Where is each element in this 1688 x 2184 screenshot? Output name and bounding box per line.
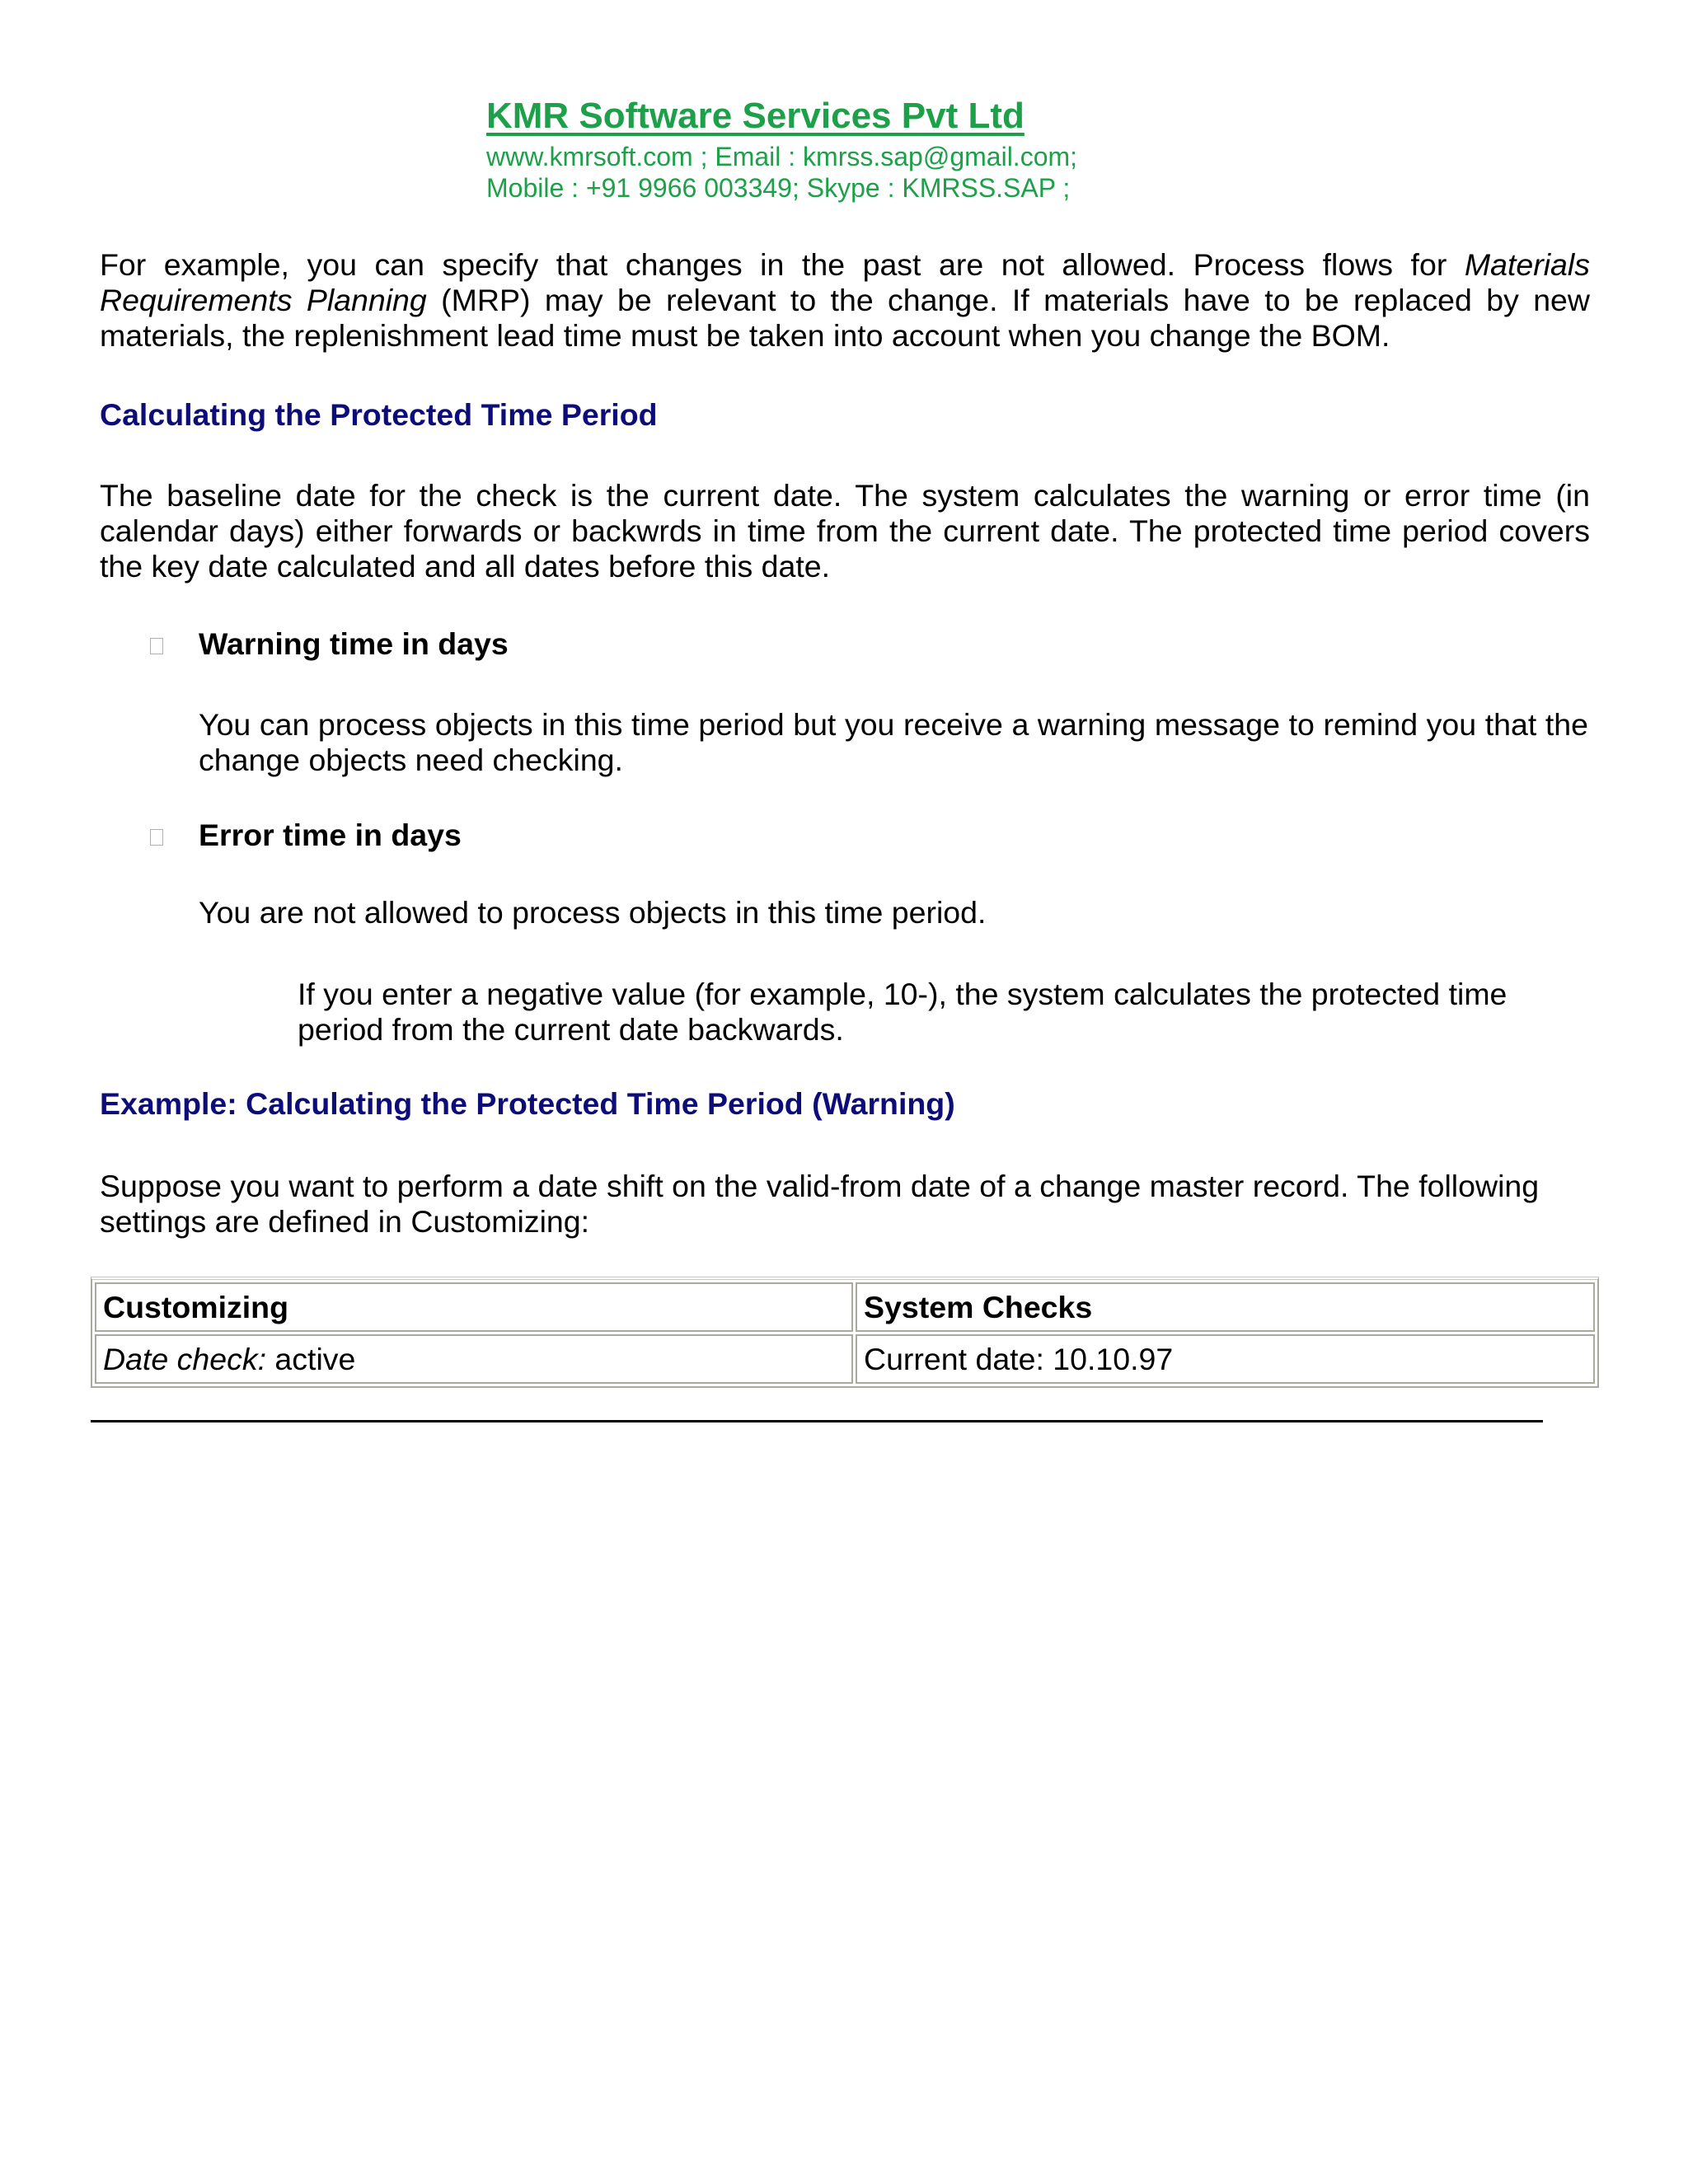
contact-line-web-email: www.kmrsoft.com ; Email : kmrss.sap@gmail.com; [486, 142, 1078, 171]
intro-italic-mrp: Materials Requirements Planning [100, 247, 1590, 317]
contact-line-phone-skype: Mobile : +91 9966 003349; Skype : KMRSS.SAP ; [486, 173, 1071, 203]
bullet-box-icon [150, 829, 163, 846]
date-check-label: Date check: [103, 1341, 267, 1376]
table-header-system-checks: System Checks [856, 1282, 1595, 1332]
table-header-row [95, 1282, 1595, 1332]
negative-value-note: If you enter a negative value (for example, 10-), the system calculates the protected time period from the current date backwards. [298, 977, 1507, 1047]
section1-paragraph: The baseline date for the check is the current date. The system calculates the warning or error time (in calendar days) either forwards or backwrds in time from the current date. The protected time period covers the key date calculated and all dates before this date. [100, 478, 1590, 583]
intro-paragraph [100, 247, 1590, 354]
table-row [95, 1334, 1595, 1384]
bullet-text-error: You are not allowed to process objects in this time period. [199, 895, 987, 930]
bullet-title-warning: Warning time in days [199, 626, 509, 661]
section-heading-example-warning: Example: Calculating the Protected Time Period (Warning) [100, 1086, 955, 1121]
customizing-table [91, 1277, 1599, 1388]
intro-text-1: For example, you can specify that changes in the past are not allowed. Process flows for [100, 247, 1465, 282]
table-cell-current-date: Current date: 10.10.97 [856, 1334, 1595, 1384]
bullet-text-warning: You can process objects in this time period but you receive a warning message to remind you that the change objects need checking. [199, 707, 1588, 777]
bullet-box-icon [150, 638, 163, 654]
date-check-value: active [266, 1341, 356, 1376]
bullet-title-error: Error time in days [199, 818, 462, 852]
company-name: KMR Software Services Pvt Ltd [486, 96, 1025, 136]
table-cell-date-check [95, 1334, 853, 1384]
section-heading-protected-time: Calculating the Protected Time Period [100, 397, 658, 432]
intro-text-2: (MRP) may be relevant to the change. If materials have to be replaced by new materials, the replenishment lead time must be taken into account when you change the BOM. [100, 283, 1590, 353]
horizontal-divider [91, 1420, 1543, 1422]
table-header-customizing: Customizing [95, 1282, 853, 1332]
section2-paragraph: Suppose you want to perform a date shift on the valid-from date of a change master record. The following settings are defined in Customizing: [100, 1169, 1540, 1239]
